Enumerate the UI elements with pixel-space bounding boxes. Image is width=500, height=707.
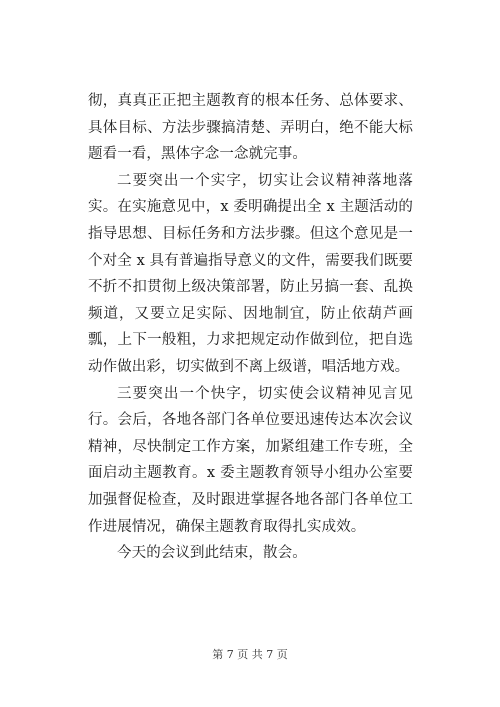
- page-number-footer: 第 7 页 共 7 页: [212, 648, 288, 661]
- document-body: [88, 88, 413, 567]
- paragraph-shi: 二要突出一个实字，切实让会议精神落地落实。在实施意见中，x 委明确提出全 x 主题活动的指导思想、目标任务和方法步骤。但这个意见是一个对全 x 具有普遍指导意义的文件，需要我们既要不折不扣贯彻上级决策部署，防止另搞一套、乱换频道，又要立足实际、因地制宜，防止依葫芦画瓢，上下一般粗，力求把规定动作做到位，把自选动作做出彩，切实做到不离上级谱，唱活地方戏。: [88, 172, 413, 375]
- paragraph-kuai: 三要突出一个快字，切实使会议精神见言见行。会后，各地各部门各单位要迅速传达本次会议精神，尽快制定工作方案，加紧组建工作专班，全面启动主题教育。x 委主题教育领导小组办公室要加强督促检查，及时跟进掌握各地各部门各单位工作进展情况，确保主题教育取得扎实成效。: [88, 385, 413, 535]
- paragraph-continuation: 彻，真真正正把主题教育的根本任务、总体要求、具体目标、方法步骤搞清楚、弄明白，绝不能大标题看一看，黑体字念一念就完事。: [88, 93, 413, 163]
- paragraph-closing: 今天的会议到此结束，散会。: [117, 545, 307, 562]
